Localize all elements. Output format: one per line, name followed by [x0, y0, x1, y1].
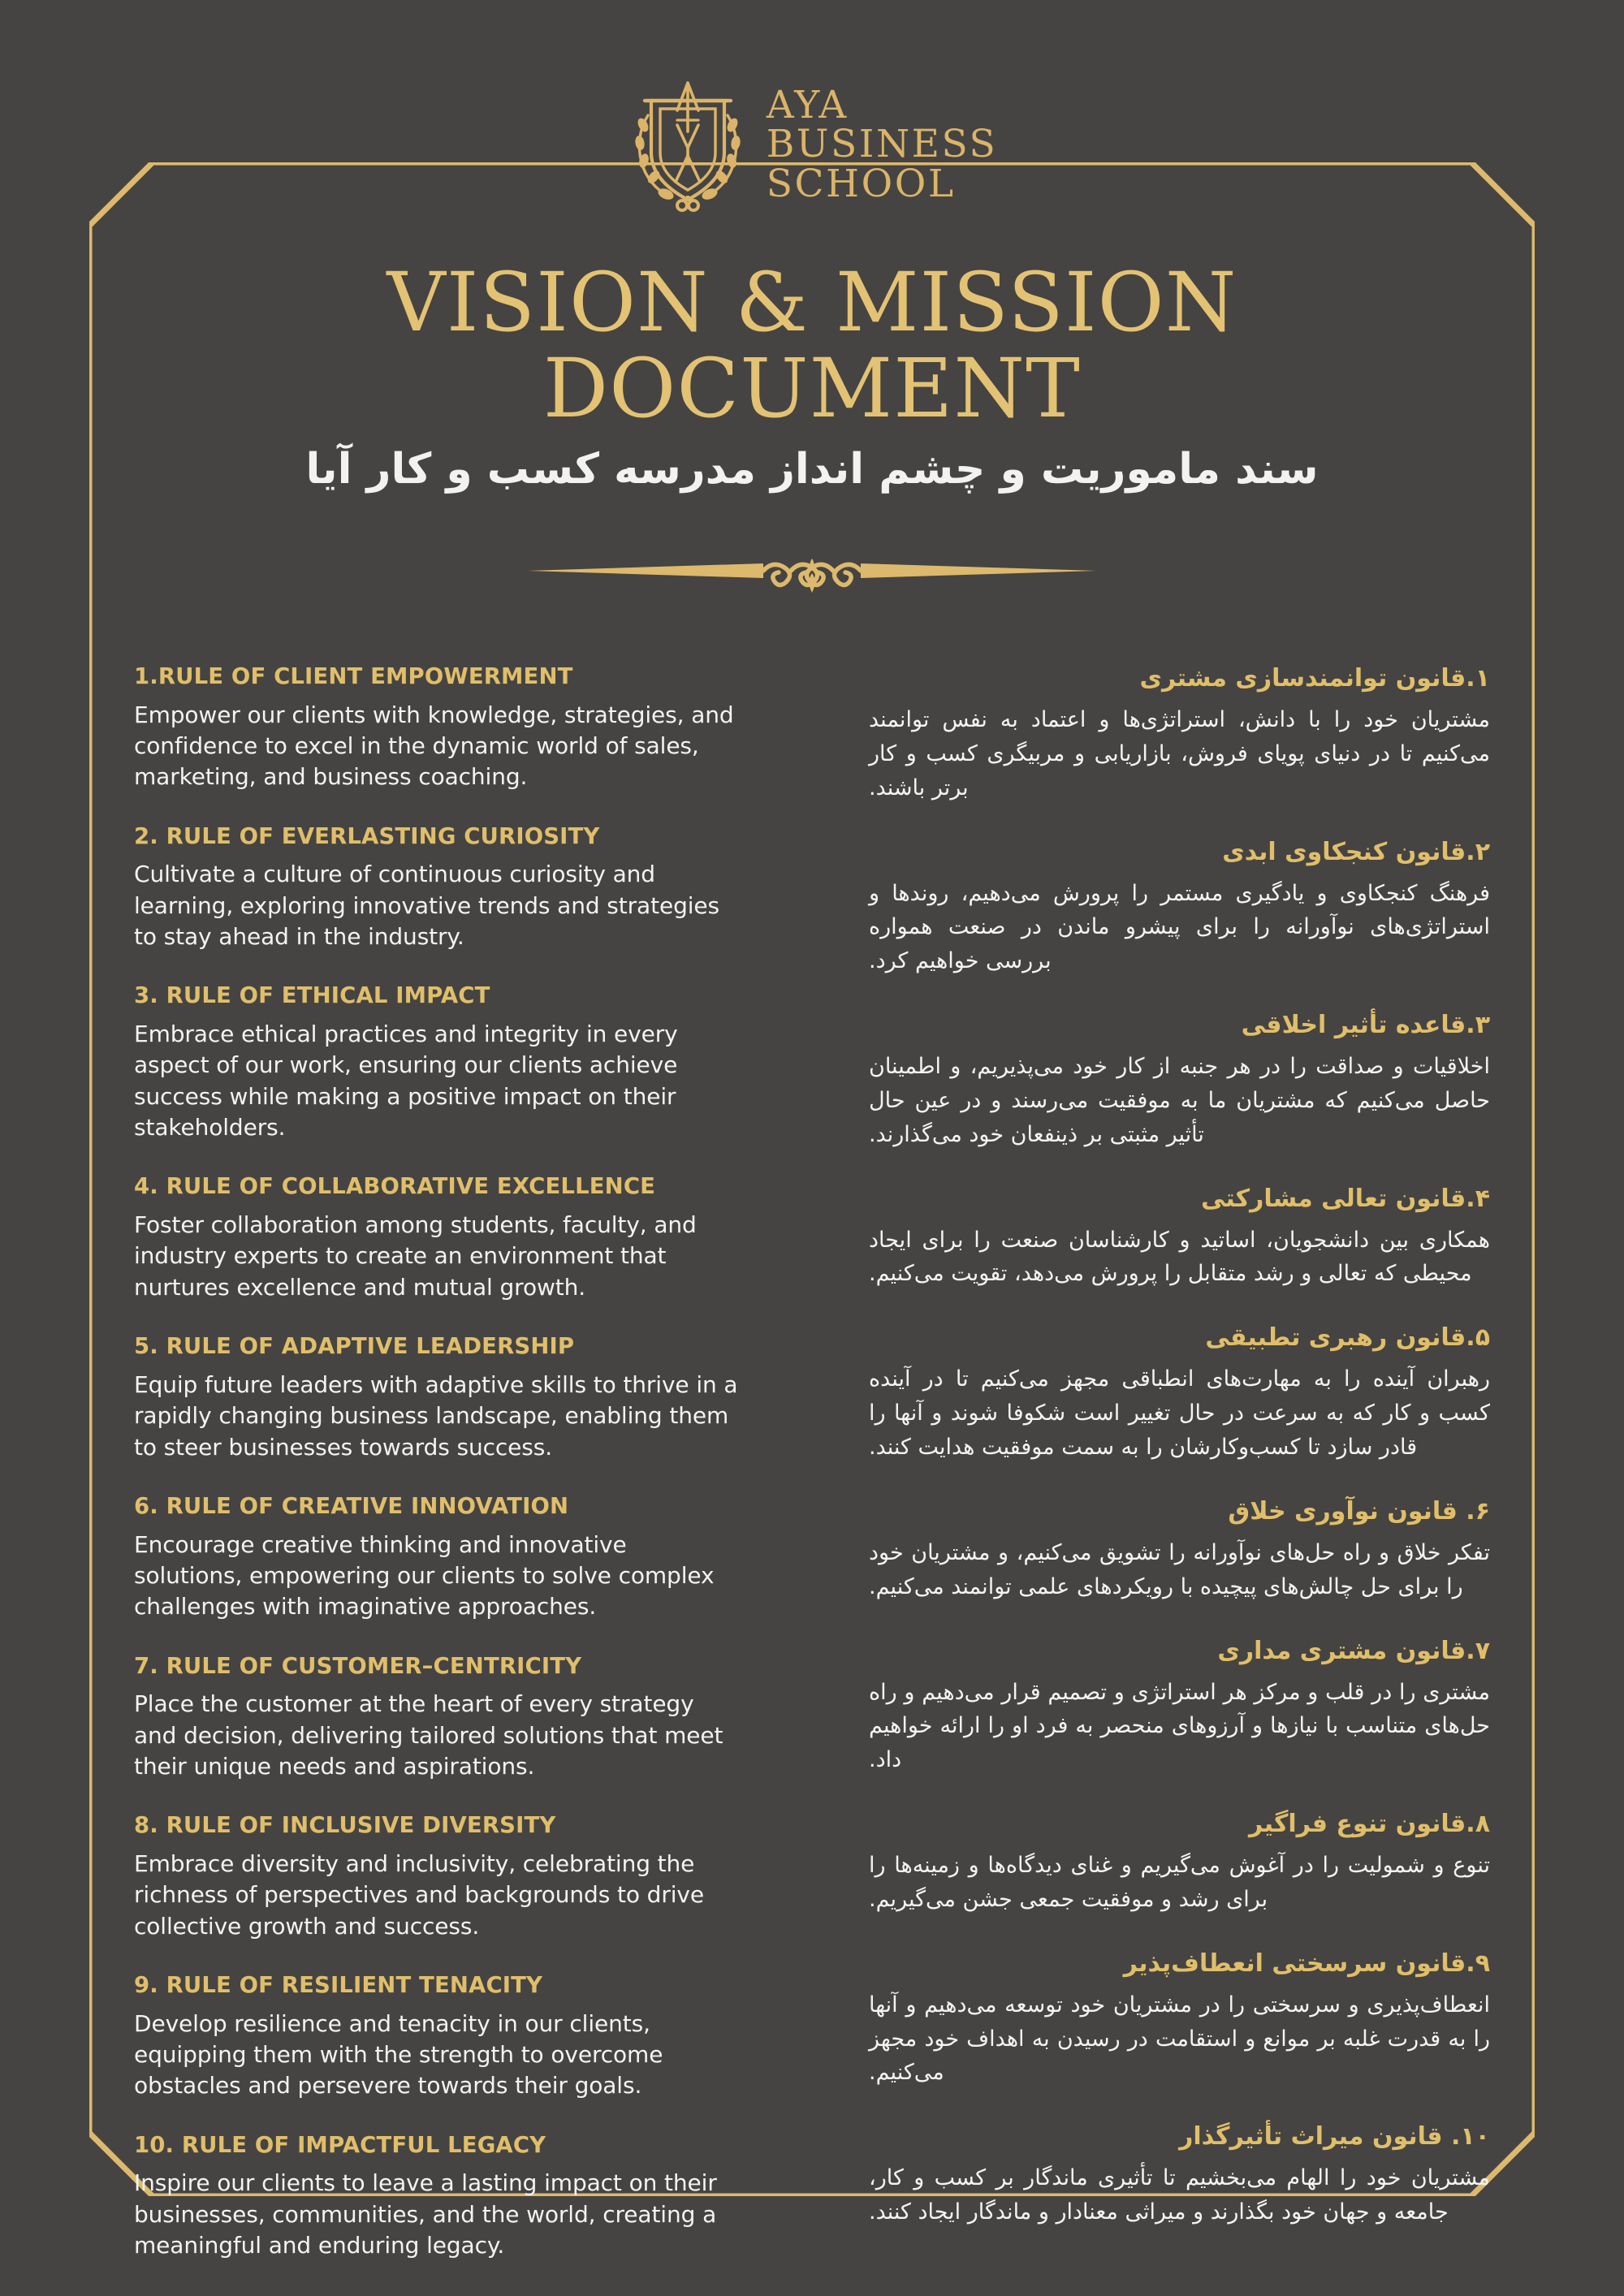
en-rule-title: 3. RULE OF ETHICAL IMPACT	[134, 982, 490, 1009]
en-rule-title: 8. RULE OF INCLUSIVE DIVERSITY	[134, 1812, 556, 1839]
en-rule-title: 7. RULE OF CUSTOMER–CENTRICITY	[134, 1652, 582, 1679]
en-rule-title: 9. RULE OF RESILIENT TENACITY	[134, 1971, 543, 1998]
en-rule-title: 6. RULE OF CREATIVE INNOVATION	[134, 1492, 569, 1519]
rule-item	[134, 824, 739, 953]
fa-rule-body: فرهنگ کنجکاوی و یادگیری مستمر را پرورش می‌دهیم، روندها و استراتژی‌های نوآورانه را برای پیشرو ماندن در صنعت همواره بررسی خواهیم کرد.	[869, 880, 1490, 974]
rule-item	[134, 1334, 739, 1463]
rule-item	[134, 1973, 739, 2102]
en-rule-body: Equip future leaders with adaptive skills to thrive in a rapidly changing business landscape, enabling them to steer businesses towards success.	[134, 1370, 738, 1461]
page-title-english	[0, 255, 1624, 436]
fa-rule-title: ۸.قانون تنوع فراگیر	[1249, 1810, 1490, 1839]
rule-item	[869, 1497, 1490, 1604]
brand-logo	[0, 78, 1624, 212]
en-rule-body: Develop resilience and tenacity in our clients, equipping them with the strength to overcome obstacles and persevere towards their goals.	[134, 2009, 663, 2100]
en-rule-body: Encourage creative thinking and innovative solutions, empowering our clients to solve complex challenges with imaginative approaches.	[134, 1530, 715, 1621]
brand-name-line3: SCHOOL	[766, 161, 956, 206]
en-rule-body: Cultivate a culture of continuous curiosity and learning, exploring innovative trends and strategies to stay ahead in the industry.	[134, 861, 719, 951]
page-title-line2: DOCUMENT	[542, 341, 1082, 436]
rule-item	[134, 1174, 739, 1303]
rules-columns	[89, 664, 1535, 2292]
fa-rule-title: ۷.قانون مشتری مداری	[1217, 1636, 1490, 1665]
en-rule-title: 10. RULE OF IMPACTFUL LEGACY	[134, 2131, 546, 2158]
fa-rule-body: تفکر خلاق و راه حل‌های نوآورانه را تشویق می‌کنیم، و مشتریان خود را برای حل چالش‌های پیچیده با رویکردهای علمی توانمند می‌کنیم.	[869, 1539, 1490, 1599]
rule-item	[869, 1323, 1490, 1465]
fa-rule-body: انعطاف‌پذیری و سرسختی را در مشتریان خود توسعه می‌دهیم و آنها را به قدرت غلبه بر موانع و استقامت در رسیدن به اهداف خود مجهز می‌کنیم.	[869, 1992, 1490, 2086]
fa-rule-body: تنوع و شمولیت را در آغوش می‌گیریم و غنای دیدگاه‌ها و زمینه‌ها را برای رشد و موفقیت جمعی جشن می‌گیریم.	[869, 1853, 1490, 1912]
fa-rule-title: ۹.قانون سرسختی انعطاف‌پذیر	[1123, 1949, 1490, 1978]
rule-item	[134, 2133, 739, 2262]
rule-item	[869, 1185, 1490, 1292]
en-rule-body: Place the customer at the heart of every strategy and decision, delivering tailored solutions that meet their unique needs and aspirations.	[134, 1690, 723, 1780]
fa-rule-title: ۶. قانون نوآوری خلاق	[1228, 1496, 1490, 1526]
rule-item	[869, 838, 1490, 979]
en-rule-body: Inspire our clients to leave a lasting impact on their businesses, communities, and the world, creating a meaningful and enduring legacy.	[134, 2169, 717, 2259]
page-title-line1: VISION & MISSION	[387, 255, 1237, 350]
en-rule-title: 1.RULE OF CLIENT EMPOWERMENT	[134, 663, 573, 689]
brand-name-line1: AYA	[766, 82, 849, 127]
ornamental-scroll-divider-icon	[520, 546, 1104, 596]
en-rule-body: Empower our clients with knowledge, strategies, and confidence to excel in the dynamic world of sales, marketing, and business coaching.	[134, 701, 734, 791]
fa-rule-body: مشتری را در قلب و مرکز هر استراتژی و تصمیم قرار می‌دهیم و راه حل‌های متناسب با نیازها و آرزوهای منحصر به فرد او را ارائه خواهیم داد.	[869, 1679, 1490, 1773]
fa-rule-title: ۵.قانون رهبری تطبیقی	[1205, 1323, 1490, 1353]
fa-rule-title: ۳.قاعده تأثیر اخلاقی	[1241, 1011, 1490, 1040]
en-rule-body: Embrace diversity and inclusivity, celebrating the richness of perspectives and backgrounds to drive collective growth and success.	[134, 1849, 704, 1940]
rule-item	[134, 1494, 739, 1623]
brand-name-line2: BUSINESS	[766, 122, 998, 167]
fa-rule-title: ۱۰. قانون میراث تأثیرگذار	[1179, 2122, 1490, 2151]
fa-rule-body: همکاری بین دانشجویان، اساتید و کارشناسان صنعت را برای ایجاد محیطی که تعالی و رشد متقابل را پرورش می‌دهد، تقویت می‌کنیم.	[869, 1227, 1490, 1287]
rule-item	[869, 1810, 1490, 1917]
fa-rule-body: اخلاقیات و صداقت را در هر جنبه از کار خود می‌پذیریم، و اطمینان حاصل می‌کنیم که مشتریان ما به موفقیت می‌رسند و در عین حال تأثیر مثبتی بر ذینفعان خود می‌گذارند.	[869, 1054, 1490, 1147]
fa-rule-title: ۴.قانون تعالی مشارکتی	[1201, 1184, 1490, 1213]
en-rule-body: Embrace ethical practices and integrity in every aspect of our work, ensuring our clients achieve success while making a positive impact on their stakeholders.	[134, 1021, 678, 1142]
rules-column-persian	[869, 664, 1535, 2262]
en-rule-title: 5. RULE OF ADAPTIVE LEADERSHIP	[134, 1333, 575, 1360]
rule-item	[869, 664, 1490, 805]
rule-item	[134, 1813, 739, 1942]
rule-item	[869, 1011, 1490, 1152]
fa-rule-body: مشتریان خود را با دانش، استراتژی‌ها و اعتماد به نفس توانمند می‌کنیم تا در دنیای پویای فروش، بازاریابی و مربیگری کسب و کار برتر باشند.	[869, 707, 1490, 801]
rule-item	[869, 1637, 1490, 1778]
en-rule-title: 4. RULE OF COLLABORATIVE EXCELLENCE	[134, 1173, 656, 1200]
fa-rule-title: ۱.قانون توانمندسازی مشتری	[1139, 664, 1490, 693]
rule-item	[869, 1949, 1490, 2091]
fa-rule-body: رهبران آینده را به مهارت‌های انطباقی مجهز می‌کنیم تا در آینده کسب و کار که به سرعت در حال تغییر است شکوفا شوند و آنها را قادر سازد تا کسب‌وکارشان را به سمت موفقیت هدایت کنند.	[869, 1366, 1490, 1460]
rules-column-english	[89, 664, 739, 2292]
rule-item	[134, 1654, 739, 1783]
en-rule-body: Foster collaboration among students, faculty, and industry experts to create an environment that nurtures excellence and mutual growth.	[134, 1211, 697, 1301]
rule-item	[134, 664, 739, 793]
fa-rule-title: ۲.قانون کنجکاوی ابدی	[1222, 837, 1490, 866]
crest-shield-laurel-icon	[627, 78, 749, 212]
en-rule-title: 2. RULE OF EVERLASTING CURIOSITY	[134, 822, 600, 849]
rule-item	[134, 983, 739, 1143]
page-title-persian: سند ماموریت و چشم انداز مدرسه کسب و کار آیا	[305, 445, 1319, 494]
rule-item	[869, 2122, 1490, 2229]
fa-rule-body: مشتریان خود را الهام می‌بخشیم تا تأثیری ماندگار بر کسب و کار، جامعه و جهان خود بگذارند و میراثی معنادار و ماندگار ایجاد کنند.	[869, 2165, 1490, 2225]
ornamental-divider	[520, 546, 1104, 596]
